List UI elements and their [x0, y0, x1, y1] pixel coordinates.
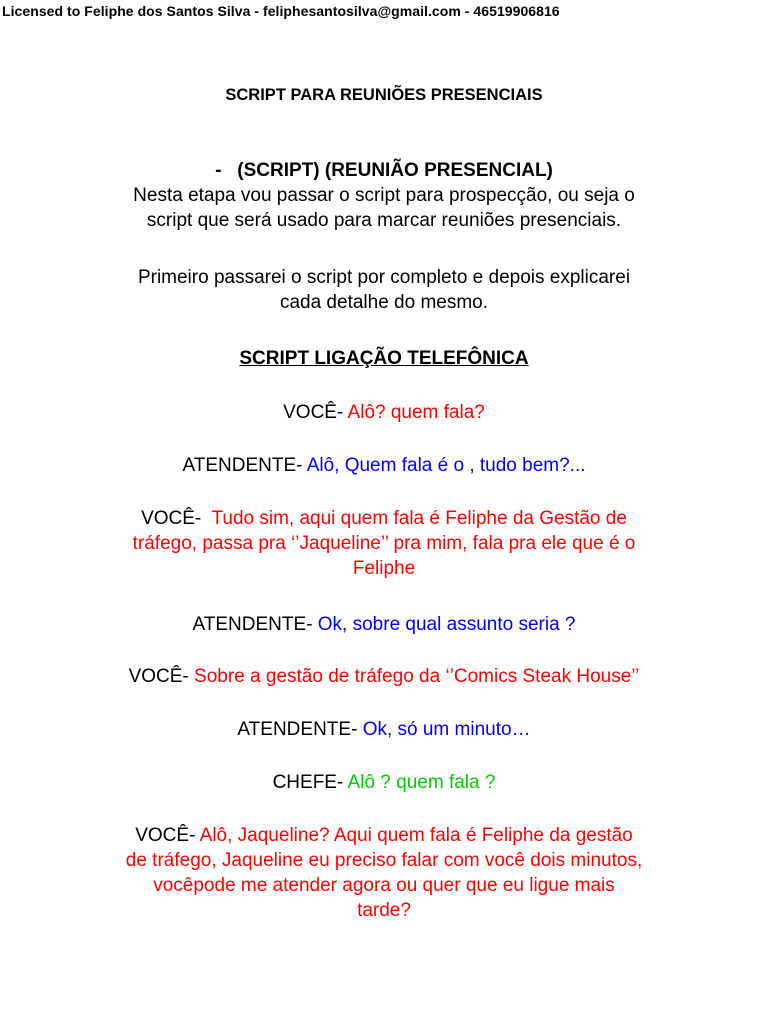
- speaker-label: ATENDENTE-: [182, 455, 303, 476]
- dialogue-chefe-1: [60, 770, 708, 795]
- section-heading: SCRIPT LIGAÇÃO TELEFÔNICA: [239, 348, 529, 369]
- speaker-label: ATENDENTE-: [192, 614, 313, 635]
- speaker-label: VOCÊ-: [135, 825, 196, 846]
- dialogue-text: vocêpode me atender agora ou quer que eu ligue mais: [153, 875, 615, 896]
- speaker-label: VOCÊ-: [283, 402, 344, 423]
- dialogue-voce-2: [60, 506, 708, 581]
- intro-line-2: script que será usado para marcar reuniões presenciais.: [146, 210, 622, 231]
- note-block: [60, 265, 708, 315]
- dialogue-voce-4: [60, 823, 708, 923]
- speaker-label: CHEFE-: [272, 772, 344, 793]
- dialogue-text: Ok, sobre qual assunto seria ?: [317, 614, 576, 635]
- license-line: Licensed to Feliphe dos Santos Silva - feliphesantosilva@gmail.com - 46519906816: [2, 3, 560, 19]
- intro-line-1: Nesta etapa vou passar o script para prospecção, ou seja o: [133, 185, 635, 206]
- intro-block: [60, 158, 708, 233]
- dialogue-voce-3: [60, 664, 708, 689]
- dialogue-text: de tráfego, Jaqueline eu preciso falar com você dois minutos,: [125, 850, 643, 871]
- dialogue-text: Alô ? quem fala ?: [347, 772, 496, 793]
- speaker-label: VOCÊ-: [141, 508, 202, 529]
- dialogue-text: Ok, só um minuto…: [362, 719, 531, 740]
- note-line-1: Primeiro passarei o script por completo e depois explicarei: [137, 267, 631, 288]
- dialogue-atendente-1: [60, 453, 708, 478]
- dialogue-text: Alô, Quem fala é o , tudo bem?...: [306, 455, 586, 476]
- dialogue-text: Sobre a gestão de tráfego da ‘’Comics Steak House’’: [194, 666, 640, 687]
- note-line-2: cada detalhe do mesmo.: [279, 292, 489, 313]
- dialogue-voce-1: [60, 400, 708, 425]
- dialogue-text: Alô? quem fala?: [347, 402, 485, 423]
- document-title: SCRIPT PARA REUNIÕES PRESENCIAIS: [225, 86, 543, 104]
- dialogue-text: Tudo sim, aqui quem fala é Feliphe da Gestão de: [211, 508, 627, 529]
- dialogue-atendente-3: [60, 717, 708, 742]
- dialogue-text: Feliphe: [352, 558, 416, 579]
- dialogue-text: Alô, Jaqueline? Aqui quem fala é Feliphe da gestão: [199, 825, 633, 846]
- speaker-label: VOCÊ-: [128, 666, 189, 687]
- dialogue-text: tráfego, passa pra ‘’Jaqueline’’ pra mim, fala pra ele que é o: [132, 533, 636, 554]
- dialogue-atendente-2: [60, 612, 708, 637]
- intro-heading: - (SCRIPT) (REUNIÃO PRESENCIAL): [215, 160, 553, 181]
- speaker-label: ATENDENTE-: [237, 719, 358, 740]
- dialogue-text: tarde?: [357, 900, 411, 921]
